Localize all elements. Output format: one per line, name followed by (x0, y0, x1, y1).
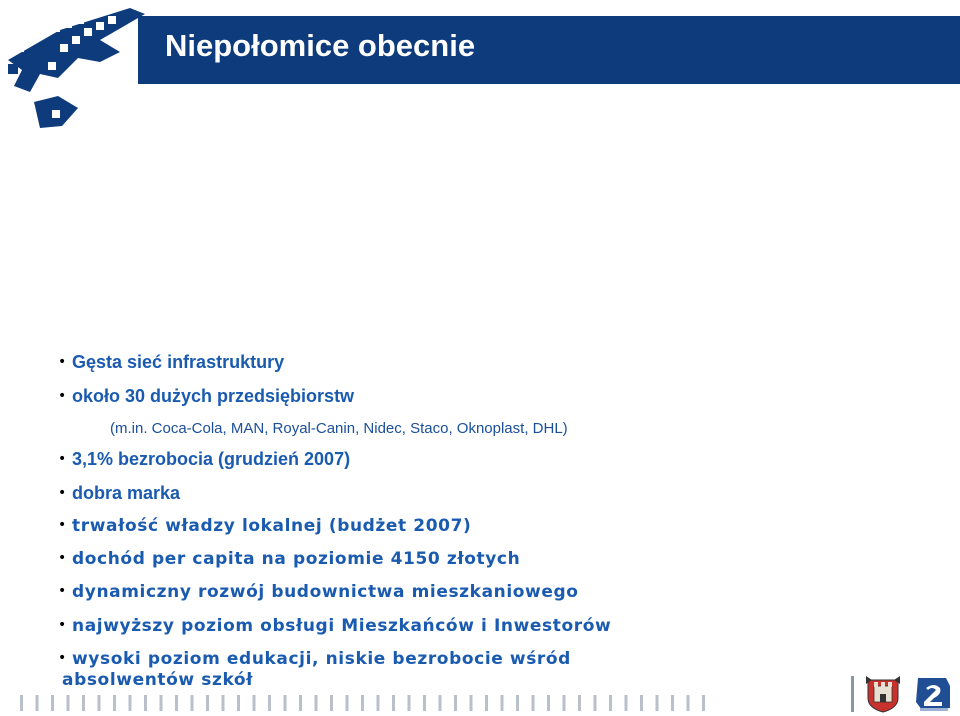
footer-tick (222, 695, 225, 711)
footer-tick (516, 695, 519, 711)
footer-tick (206, 695, 209, 711)
bullet-icon: • (58, 354, 67, 370)
bullet-icon: • (58, 583, 67, 599)
footer-tick (253, 695, 256, 711)
footer-tick (175, 695, 178, 711)
footer-tick (702, 695, 705, 711)
list-item (58, 516, 471, 536)
footer-tick (237, 695, 240, 711)
footer-tick (501, 695, 504, 711)
footer-tick-pattern (20, 695, 720, 711)
list-item (58, 449, 350, 470)
list-item (58, 386, 354, 407)
footer-tick (20, 695, 23, 711)
footer-tick (299, 695, 302, 711)
bullet-icon: • (58, 485, 67, 501)
list-item-text: dochód per capita na poziomie 4150 złotych (72, 549, 521, 569)
footer-tick (671, 695, 674, 711)
list-item-text: Gęsta sieć infrastruktury (72, 352, 285, 372)
footer-tick (609, 695, 612, 711)
footer-tick (330, 695, 333, 711)
footer-tick (625, 695, 628, 711)
footer-tick (408, 695, 411, 711)
footer-tick (113, 695, 116, 711)
list-item (58, 549, 520, 569)
bullet-icon: • (58, 451, 67, 467)
footer-tick (284, 695, 287, 711)
footer-tick (67, 695, 70, 711)
list-item-text: dynamiczny rozwój budownictwa mieszkaniowego (72, 582, 579, 602)
list-item-text: około 30 dużych przedsiębiorstw (72, 386, 355, 406)
city-crest-icon (862, 672, 904, 714)
footer-tick (36, 695, 39, 711)
footer-tick (439, 695, 442, 711)
list-item-text: 3,1% bezrobocia (grudzień 2007) (72, 449, 351, 469)
list-item (58, 483, 180, 504)
footer-tick (423, 695, 426, 711)
footer-tick (98, 695, 101, 711)
bullet-icon: • (58, 617, 67, 633)
list-item (58, 616, 611, 636)
footer-tick (160, 695, 163, 711)
list-item-continuation: absolwentów szkół (62, 670, 254, 690)
bullet-icon: • (58, 550, 67, 566)
footer-tick (594, 695, 597, 711)
footer-tick (563, 695, 566, 711)
footer-tick (656, 695, 659, 711)
footer-tick (532, 695, 535, 711)
footer-tick (361, 695, 364, 711)
list-item-text: wysoki poziom edukacji, niskie bezrobocie wśród (72, 649, 571, 669)
list-item (58, 649, 571, 669)
footer-tick (640, 695, 643, 711)
list-item-text: najwyższy poziom obsługi Mieszkańców i Inwestorów (72, 616, 612, 636)
footer-divider (851, 676, 854, 712)
pixel-plane-arrow-icon (0, 0, 160, 135)
list-item (58, 582, 579, 602)
footer-tick (377, 695, 380, 711)
page-title: Niepołomice obecnie (165, 28, 476, 63)
footer-tick (315, 695, 318, 711)
list-item-note: (m.in. Coca-Cola, MAN, Royal-Canin, Nidec, Staco, Oknoplast, DHL) (110, 420, 568, 437)
list-item (58, 352, 284, 373)
brand-logo-icon (912, 674, 954, 714)
footer-tick (687, 695, 690, 711)
bullet-icon: • (58, 388, 67, 404)
footer-tick (547, 695, 550, 711)
list-item-text: trwałość władzy lokalnej (budżet 2007) (72, 516, 472, 536)
footer-tick (392, 695, 395, 711)
bullet-icon: • (58, 650, 67, 666)
bullet-icon: • (58, 517, 67, 533)
footer-tick (144, 695, 147, 711)
footer-tick (454, 695, 457, 711)
footer-tick (51, 695, 54, 711)
footer-tick (346, 695, 349, 711)
footer-tick (129, 695, 132, 711)
footer-tick (191, 695, 194, 711)
footer-tick (470, 695, 473, 711)
footer-tick (268, 695, 271, 711)
footer-tick (485, 695, 488, 711)
footer-tick (578, 695, 581, 711)
footer-tick (82, 695, 85, 711)
list-item-text: dobra marka (72, 483, 181, 503)
